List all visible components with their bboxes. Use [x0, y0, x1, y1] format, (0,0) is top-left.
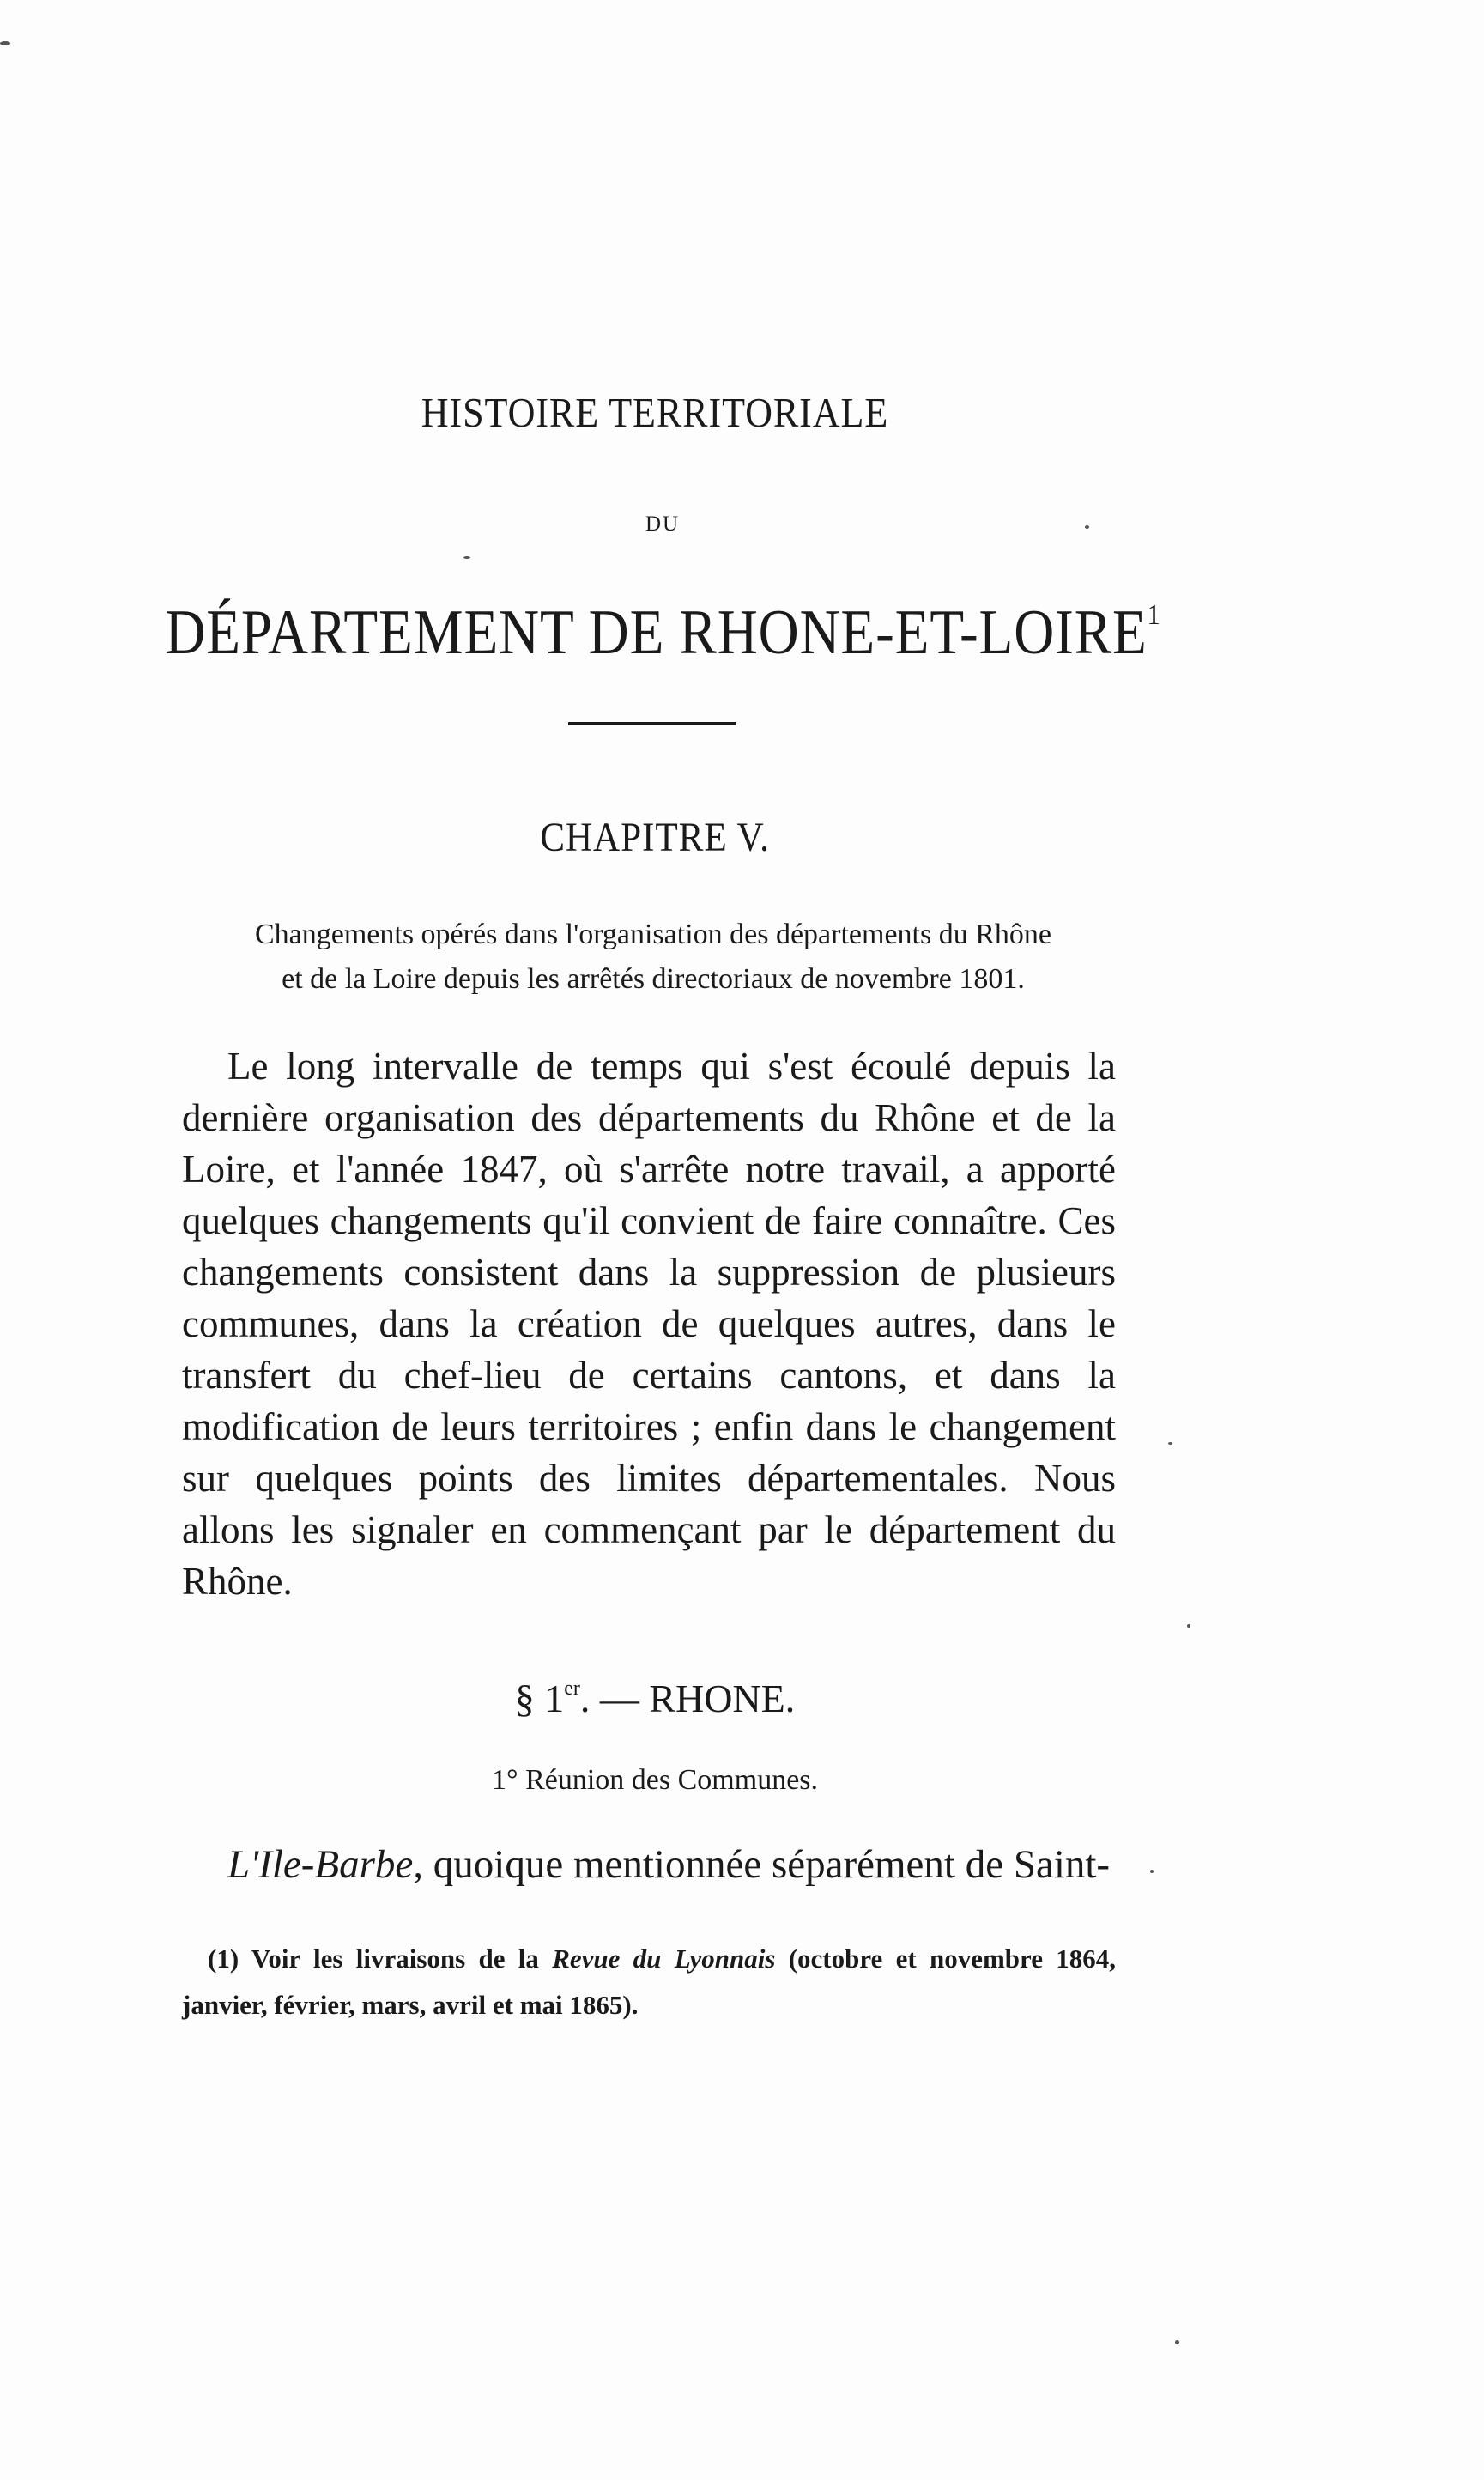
- paragraph-start: [227, 1841, 1110, 1888]
- footnote-journal-title: Revue du Lyonnais: [552, 1943, 776, 1974]
- footnote-text-after: (octobre et novembre 1864, janvier, février, mars, avril et mai 1865).: [182, 1943, 1117, 2020]
- subsection-heading: 1° Réunion des Communes.: [491, 1764, 819, 1796]
- footnote-marker: (1): [208, 1943, 239, 1974]
- scan-speck: [1150, 1870, 1154, 1873]
- chapter-summary: [191, 913, 1116, 1002]
- footnote-text-before: Voir les livraisons de la: [239, 1943, 553, 1974]
- scan-speck: [1168, 1442, 1172, 1445]
- body-paragraph: Le long intervalle de temps qui s'est écoulé depuis la dernière organisation des départements du Rhône et de la Loire, et l'année 1847, où s'arrête notre travail, a apporté quelques changements qu'il convient de faire connaître. Ces changements consistent dans la suppression de plusieurs communes, dans la création de quelques autres, dans le transfert du chef-lieu de certains cantons, et dans la modification de leurs territoires ; enfin dans le changement sur quelques points des limites départementales. Nous allons les signaler en commençant par le département du Rhône.: [182, 1045, 1116, 1603]
- paragraph-start-text: quoique mentionnée séparément de Saint-: [423, 1842, 1111, 1887]
- place-name-italic: L'Ile-Barbe,: [227, 1842, 424, 1887]
- chapter-summary-line-2: et de la Loire depuis les arrêtés directoriaux de novembre 1801.: [282, 963, 1025, 995]
- title-main: [80, 597, 1246, 670]
- footnote: [182, 1936, 1116, 2028]
- section-sup: er: [564, 1677, 580, 1700]
- scan-speck: [0, 41, 10, 45]
- scan-speck: [1085, 525, 1089, 529]
- section-heading: [0, 1676, 1310, 1721]
- chapter-heading: CHAPITRE V.: [540, 815, 770, 860]
- title-main-text: DÉPARTEMENT DE RHONE-ET-LOIRE: [165, 597, 1148, 668]
- scan-speck: [1175, 2340, 1179, 2344]
- title-footnote-marker: 1: [1147, 599, 1160, 631]
- chapter-summary-line-1: Changements opérés dans l'organisation des départements du Rhône: [254, 919, 1051, 950]
- scan-speck: [463, 556, 470, 559]
- title-divider: [568, 722, 736, 725]
- section-suffix: . — RHONE.: [579, 1677, 796, 1720]
- title-du: DU: [645, 512, 681, 536]
- scan-speck: [1187, 1624, 1190, 1628]
- section-prefix: § 1: [514, 1677, 565, 1720]
- title-histoire-territoriale: HISTOIRE TERRITORIALE: [421, 389, 889, 436]
